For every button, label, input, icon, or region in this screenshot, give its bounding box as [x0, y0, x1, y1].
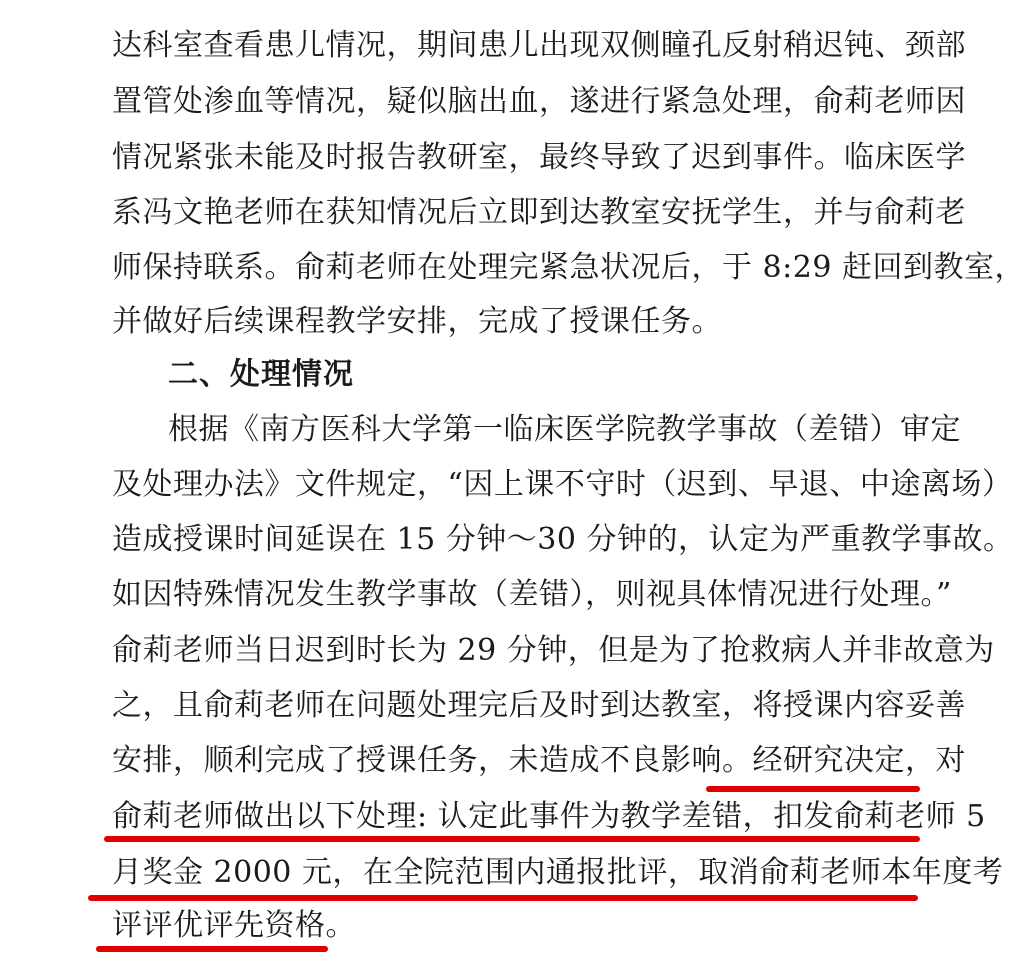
- highlight-underline: [96, 946, 328, 952]
- paragraph-line: 月奖金 2000 元，在全院范围内通报批评，取消俞莉老师本年度考: [112, 855, 1004, 890]
- paragraph-line: 情况紧张未能及时报告教研室，最终导致了迟到事件。临床医学: [112, 140, 966, 175]
- highlight-underline: [706, 786, 920, 792]
- paragraph-line: 如因特殊情况发生教学事故（差错），则视具体情况进行处理。”: [112, 577, 952, 612]
- paragraph-line: 及处理办法》文件规定，“因上课不守时（迟到、早退、中途离场）: [112, 467, 1013, 502]
- highlight-underline: [104, 836, 920, 842]
- paragraph-line: 之，且俞莉老师在问题处理完后及时到达教室，将授课内容妥善: [112, 688, 966, 723]
- paragraph-line: 造成授课时间延误在 15 分钟～30 分钟的，认定为严重教学事故。: [112, 522, 1014, 557]
- paragraph-line: 并做好后续课程教学安排，完成了授课任务。: [112, 304, 722, 339]
- paragraph-line: 根据《南方医科大学第一临床医学院教学事故（差错）审定: [168, 412, 961, 447]
- paragraph-line: 安排，顺利完成了授课任务，未造成不良影响。经研究决定，对: [112, 743, 966, 778]
- paragraph-line: 师保持联系。俞莉老师在处理完紧急状况后，于 8:29 赶回到教室，: [112, 250, 1025, 285]
- paragraph-line: 系冯文艳老师在获知情况后立即到达教室安抚学生，并与俞莉老: [112, 195, 966, 230]
- highlight-underline: [88, 895, 918, 901]
- section-heading: 二、处理情况: [168, 357, 354, 392]
- paragraph-line: 置管处渗血等情况，疑似脑出血，遂进行紧急处理，俞莉老师因: [112, 84, 966, 119]
- paragraph-line: 达科室查看患儿情况，期间患儿出现双侧瞳孔反射稍迟钝、颈部: [112, 28, 966, 63]
- paragraph-line: 俞莉老师当日迟到时长为 29 分钟，但是为了抢救病人并非故意为: [112, 633, 995, 668]
- paragraph-line: 俞莉老师做出以下处理: 认定此事件为教学差错，扣发俞莉老师 5: [112, 799, 986, 834]
- paragraph-line: 评评优评先资格。: [112, 908, 356, 943]
